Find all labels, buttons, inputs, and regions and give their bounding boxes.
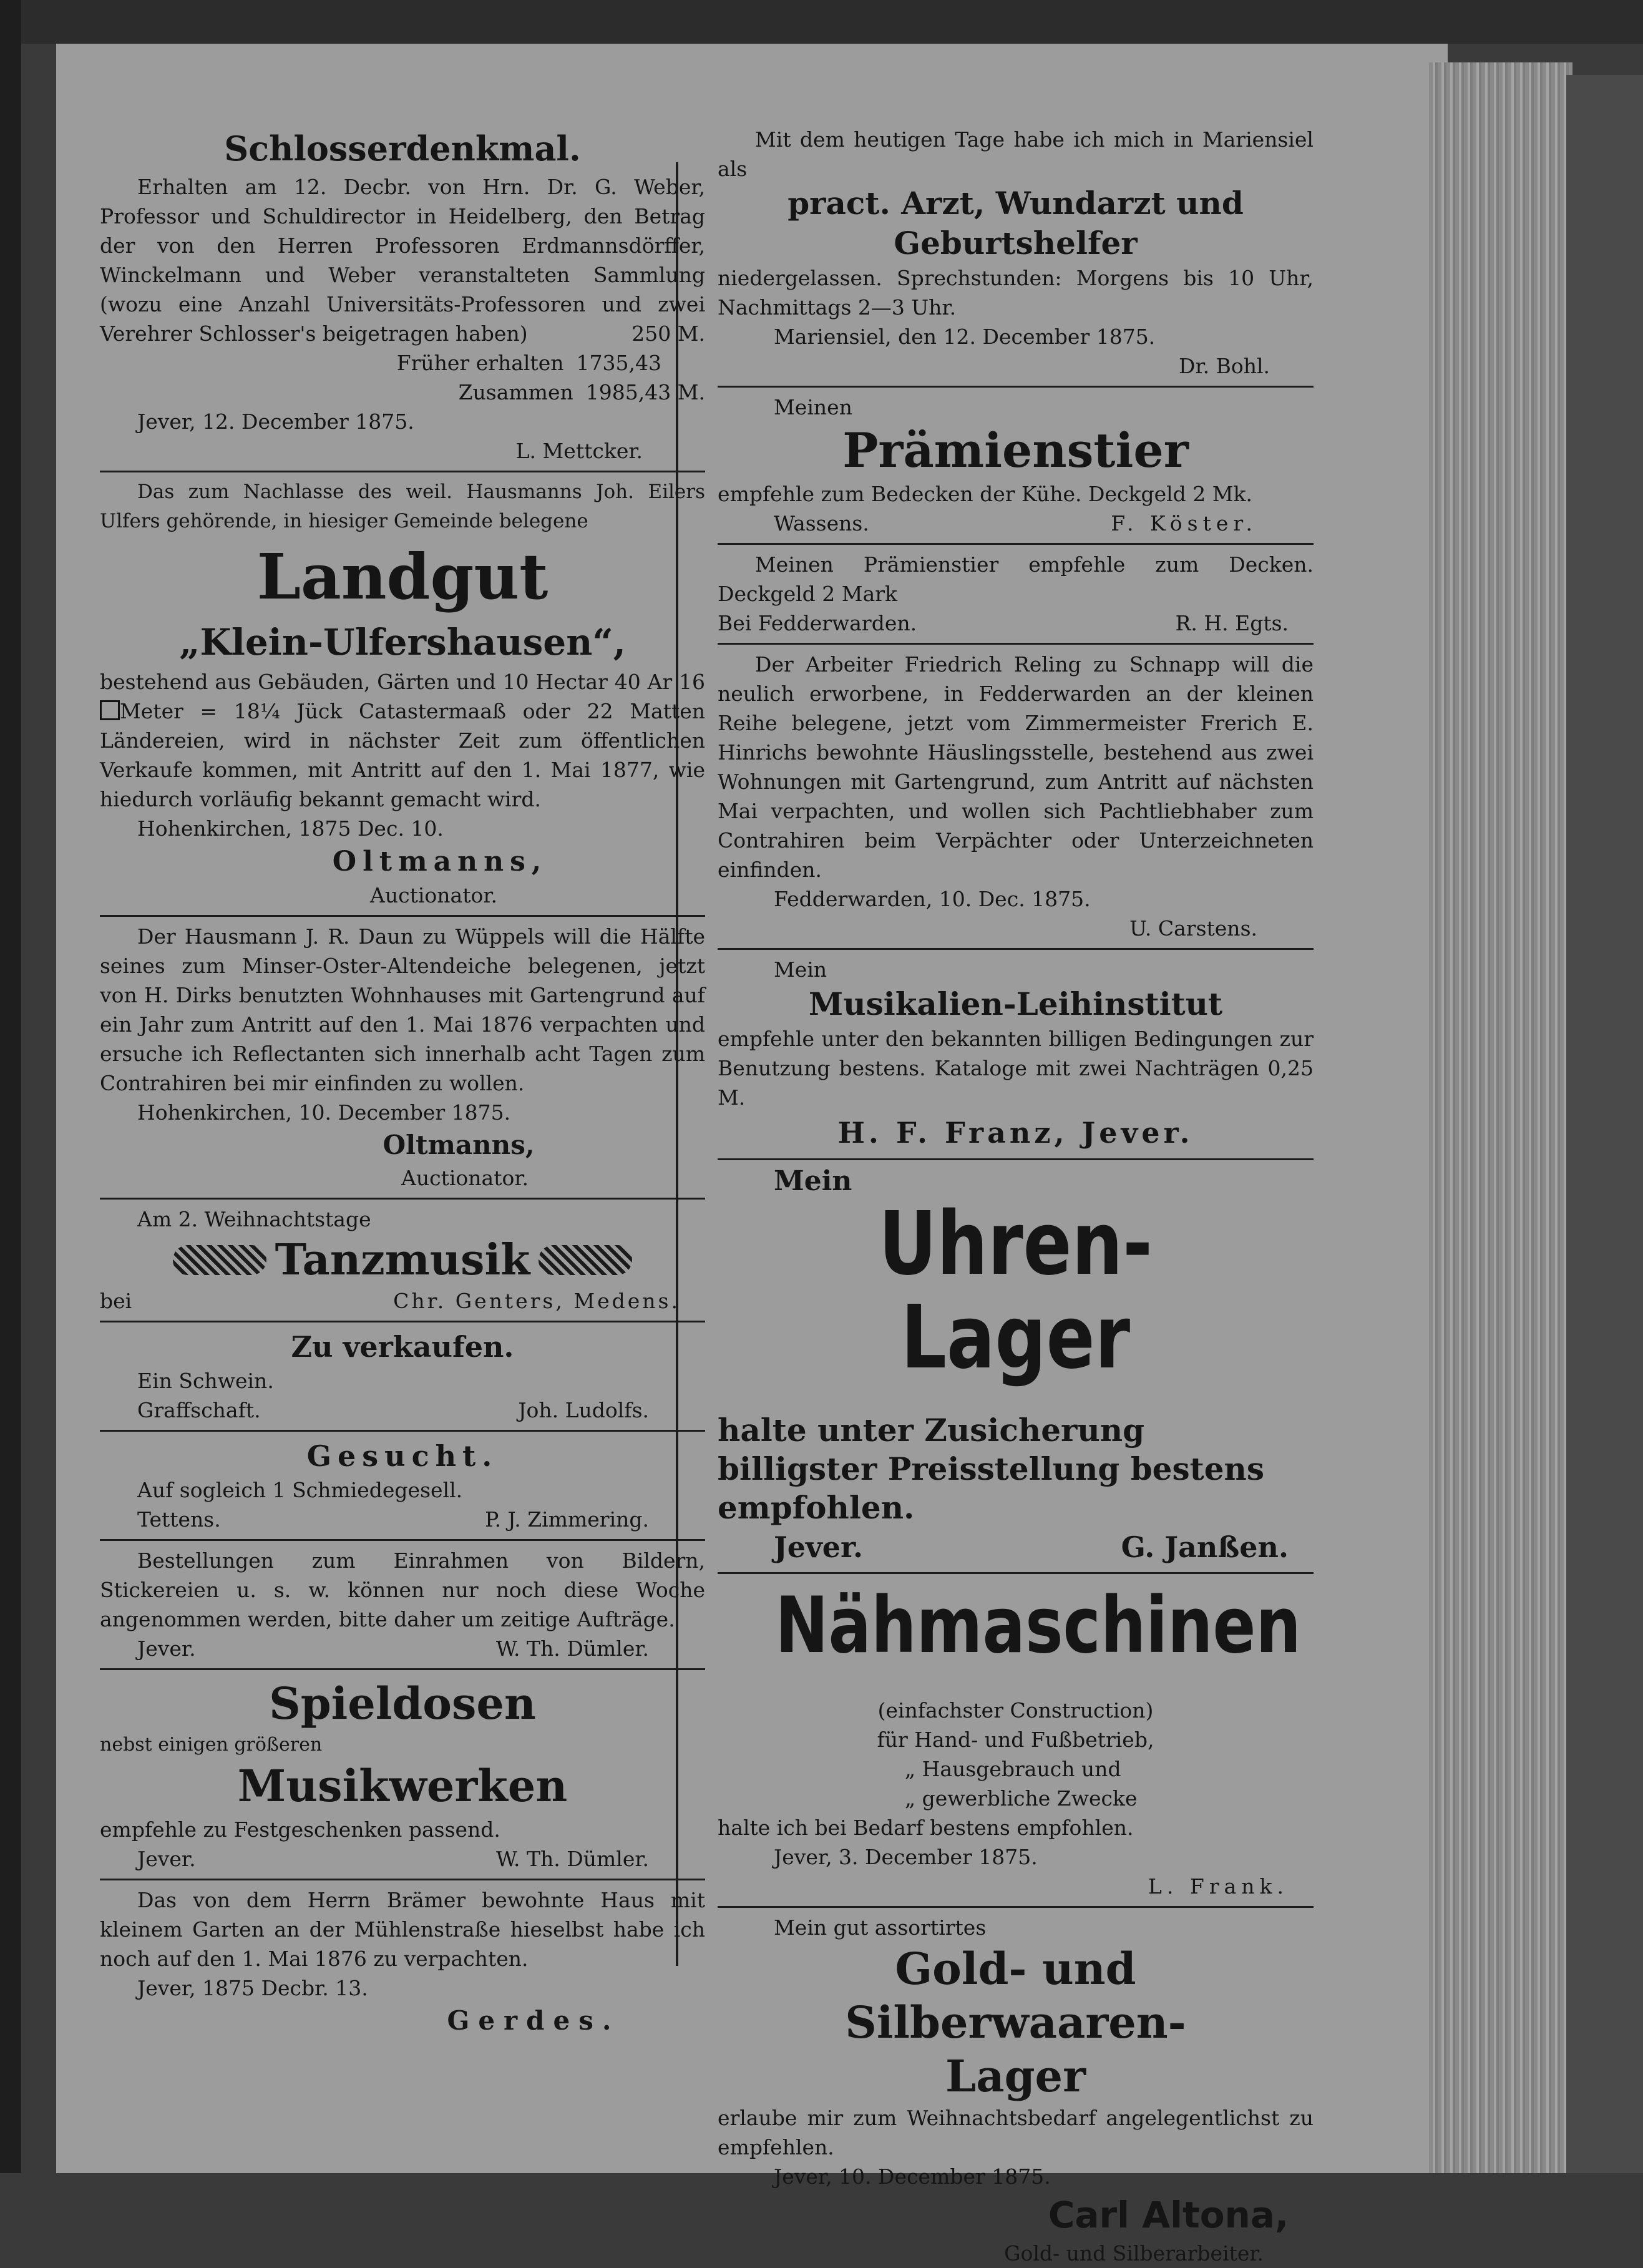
total-row (100, 378, 705, 407)
ad-title: Spieldosen (269, 1678, 536, 1729)
ornament-left-icon (173, 1245, 266, 1275)
signature: Dr. Bohl. (1178, 354, 1270, 378)
ad-title: Musikalien-Leihinstitut (808, 985, 1223, 1022)
divider (100, 1879, 705, 1880)
divider (100, 1668, 705, 1670)
scan-border-top (0, 0, 1643, 44)
ad-intro: Meinen (774, 395, 852, 419)
ad-title: Schlosserdenkmal. (224, 129, 581, 169)
ad-intro: Am 2. Weihnachtstage (137, 1207, 371, 1231)
name: W. Th. Dümler. (495, 1847, 649, 1871)
ad-text: halte unter Zusicherung billigster Preisstellung bestens empfohlen. (718, 1412, 1265, 1526)
divider (718, 1906, 1314, 1908)
name: W. Th. Dümler. (495, 1636, 649, 1661)
sign-row (718, 509, 1314, 538)
signature: Oltmanns, (332, 846, 548, 877)
ad-intro: Mit dem heutigen Tage habe ich mich in Mariensiel als (718, 127, 1314, 181)
ad-landgut (100, 477, 705, 910)
divider (718, 1158, 1314, 1160)
divider (100, 1430, 705, 1432)
ad-arzt (718, 125, 1314, 381)
ad-text: empfehle zu Festgeschenken passend. (100, 1817, 500, 1842)
role: Gold- und Silberarbeiter. (1004, 2241, 1264, 2266)
ad-text: halte ich bei Bedarf bestens empfohlen. (718, 1816, 1134, 1840)
place-date: Jever, 1875 Decbr. 13. (137, 1976, 368, 2000)
divider (718, 386, 1314, 388)
ad-title-wrap (718, 1579, 1314, 1696)
ad-title-2: Lager (945, 2050, 1086, 2102)
place-date: Hohenkirchen, 1875 Dec. 10. (137, 816, 444, 841)
host-name: Chr. Genters, Medens. (393, 1289, 680, 1313)
ad-gesucht (100, 1437, 705, 1534)
ad-text: empfehle unter den bekannten billigen Bedingungen zur Benutzung bestens. Kataloge mit zwei Nachträgen 0,25 M. (718, 1027, 1314, 1110)
sign-row (100, 1634, 705, 1663)
ad-title-2: Musikwerken (237, 1760, 568, 1812)
amount: 250 M. (631, 321, 705, 346)
ad-text: niedergelassen. Sprechstunden: Morgens bis 10 Uhr, Nachmittags 2—3 Uhr. (718, 266, 1314, 320)
signature: Carl Altona, (1048, 2194, 1289, 2236)
tanz-title-row (100, 1234, 705, 1286)
ad-title: Gold- und Silberwaaren- (845, 1943, 1186, 2048)
ad-intro: Das zum Nachlasse des weil. Hausmanns Joh. Eilers Ulfers gehörende, in hiesiger Gemeinde belegene (100, 481, 705, 532)
signature: L. Frank. (1148, 1874, 1289, 1899)
place-date: Mariensiel, den 12. December 1875. (774, 325, 1156, 349)
ad-subtitle: „Klein-Ulfershausen“, (179, 621, 626, 663)
sign-row (100, 1396, 705, 1425)
place-date: Jever, 3. December 1875. (774, 1845, 1038, 1869)
sign-row (718, 609, 1314, 638)
ad-text: Der Hausmann J. R. Daun zu Wüppels will die Hälfte seines zum Minser-Oster-Altendeiche belegenen, jetzt von H. Dirks benutzten Wohnhauses mit Gartengrund auf ein Jahr zum Antritt auf den 1. Mai 1876 verpachten und ersuche ich Reflectanten sich innerhalb acht Tagen zum Contrahiren bei mir einfinden zu wollen. (100, 924, 705, 1095)
divider (718, 948, 1314, 950)
role: Auctionator. (401, 1166, 529, 1190)
book-edge (1566, 75, 1643, 2173)
place-date: Hohenkirchen, 10. December 1875. (137, 1100, 511, 1125)
line-4: „ gewerbliche Zwecke (905, 1786, 1138, 1811)
place: Jever. (137, 1847, 196, 1871)
sign-row (718, 1527, 1314, 1567)
bei-label: bei (100, 1289, 132, 1313)
divider (100, 1539, 705, 1541)
ad-item: Auf sogleich 1 Schmiedegesell. (137, 1478, 463, 1502)
ad-title: pract. Arzt, Wundarzt und Geburtshelfer (787, 185, 1244, 262)
prev-row (100, 348, 705, 378)
ad-tanzmusik (100, 1205, 705, 1316)
ad-title: Landgut (256, 540, 548, 613)
line-3: „ Hausgebrauch und (905, 1757, 1121, 1781)
name: G. Janßen. (1121, 1530, 1289, 1564)
ad-item: Ein Schwein. (137, 1369, 274, 1393)
place-date: Fedderwarden, 10. Dec. 1875. (774, 887, 1091, 911)
ornament-right-icon (539, 1245, 632, 1275)
divider (100, 915, 705, 917)
divider (100, 1321, 705, 1322)
ad-musikalien (718, 955, 1314, 1153)
ad-reling (718, 650, 1314, 943)
place: Graffschaft. (137, 1398, 261, 1422)
place-date: Jever, 10. December 1875. (774, 2164, 1051, 2189)
scan-border-left (0, 0, 21, 2173)
divider (718, 643, 1314, 645)
ad-naehmaschinen (718, 1579, 1314, 1901)
ad-uhren-lager (718, 1165, 1314, 1567)
page-stack-edges (1429, 62, 1572, 2173)
total-amount: 1985,43 M. (585, 380, 705, 404)
ad-text: Der Arbeiter Friedrich Reling zu Schnapp will die neulich erworbene, in Fedderwarden an der kleinen Reihe belegene, jetzt vom Zimmermeister Frerich E. Hinrichs bewohnte Häuslingsstelle, bestehend aus zwei Wohnungen mit Gartengrund, zum Antritt auf nächsten Mai verpachten, und wollen sich Pachtliebhaber zum Contrahiren beim Verpächter oder Unterzeichneten einfinden. (718, 652, 1314, 882)
prev-label: Früher erhalten (396, 351, 564, 375)
ad-text: empfehle zum Bedecken der Kühe. Deckgeld 2 Mk. (718, 482, 1253, 506)
ad-schlosserdenkmal (100, 125, 705, 466)
ad-praemienstier-2 (718, 550, 1314, 638)
sign-row (100, 1844, 705, 1874)
signature: U. Carstens. (1129, 916, 1257, 941)
divider (100, 471, 705, 472)
ad-title: Gesucht. (306, 1439, 499, 1473)
ad-text: Das von dem Herrn Brämer bewohnte Haus mit kleinem Garten an der Mühlenstraße hieselbst habe ich noch auf den 1. Mai 1876 zu verpachten. (100, 1888, 705, 1971)
ad-title: Uhren-Lager (879, 1193, 1153, 1389)
right-column (718, 125, 1314, 2268)
ad-gold-silber (718, 1913, 1314, 2268)
name: P. J. Zimmering. (485, 1507, 649, 1532)
total-label: Zusammen (458, 380, 573, 404)
ad-text: erlaube mir zum Weihnachtsbedarf angelegentlichst zu empfehlen. (718, 2106, 1314, 2159)
prev-amount: 1735,43 (576, 351, 661, 375)
place: Jever. (137, 1636, 196, 1661)
ad-intro: Mein (774, 957, 827, 982)
square-symbol (100, 700, 120, 720)
place: Tettens. (137, 1507, 221, 1532)
ad-verkaufen (100, 1327, 705, 1425)
line-1: (einfachster Construction) (877, 1698, 1154, 1723)
ad-text: Bestellungen zum Einrahmen von Bildern, Stickereien u. s. w. können nur noch diese Woche angenommen werden, bitte daher um zeitige Aufträge. (100, 1548, 705, 1631)
ad-text-a: bestehend aus Gebäuden, Gärten und 10 Hectar 40 Ar 16 (100, 670, 705, 694)
signature: Gerdes. (447, 2005, 620, 2036)
ad-title: Prämienstier (842, 423, 1189, 478)
left-column (100, 125, 705, 2039)
ad-intro: Mein gut assortirtes (774, 1915, 987, 1940)
role: Auctionator. (370, 883, 497, 907)
sign-row (100, 1505, 705, 1534)
place: Wassens. (774, 511, 869, 535)
signature: Oltmanns, (383, 1130, 535, 1160)
divider (100, 1198, 705, 1200)
ad-text: Meinen Prämienstier empfehle zum Decken. Deckgeld 2 Mark (718, 552, 1314, 606)
signature: L. Mettcker. (515, 439, 643, 463)
divider (718, 543, 1314, 545)
name: Joh. Ludolfs. (518, 1398, 649, 1422)
place: Jever. (774, 1530, 864, 1564)
place-date: Jever, 12. December 1875. (137, 409, 414, 434)
ad-daun (100, 922, 705, 1193)
divider (718, 1572, 1314, 1574)
ad-haus (100, 1885, 705, 2039)
ad-title: Zu verkaufen. (291, 1330, 514, 1364)
ad-spieldosen (100, 1675, 705, 1874)
ad-intro: Mein (774, 1165, 852, 1197)
ad-praemienstier-1 (718, 393, 1314, 538)
name: F. Köster. (1111, 511, 1257, 535)
ad-bilder (100, 1546, 705, 1663)
signature: H. F. Franz, Jever. (837, 1116, 1194, 1150)
place: Bei Fedderwarden. (718, 611, 917, 635)
ad-mid: nebst einigen größeren (100, 1734, 323, 1756)
line-2: für Hand- und Fußbetrieb, (877, 1728, 1154, 1752)
ad-title: Nähmaschinen (775, 1581, 1301, 1671)
name: R. H. Egts. (1175, 611, 1289, 635)
ad-title-wrap (718, 1193, 1314, 1411)
ad-title: Tanzmusik (275, 1235, 530, 1285)
ad-text: Erhalten am 12. Decbr. von Hrn. Dr. G. Weber, Professor und Schuldirector in Heidelberg, den Betrag der von den Herren Professoren Erdmannsdörffer, Winckelmann und Weber veranstalteten Sammlung (wozu eine Anzahl Universitäts-Professoren und zwei Verehrer Schlosser's beigetragen haben) (100, 175, 705, 346)
host-row (100, 1286, 705, 1316)
ad-text (100, 667, 705, 814)
ad-text-b: Meter = 18¼ Jück Catastermaaß oder 22 Matten Ländereien, wird in nächster Zeit zum öffentlichen Verkaufe kommen, mit Antritt auf den 1. Mai 1877, wie hiedurch vorläufig bekannt gemacht wird. (100, 699, 705, 811)
